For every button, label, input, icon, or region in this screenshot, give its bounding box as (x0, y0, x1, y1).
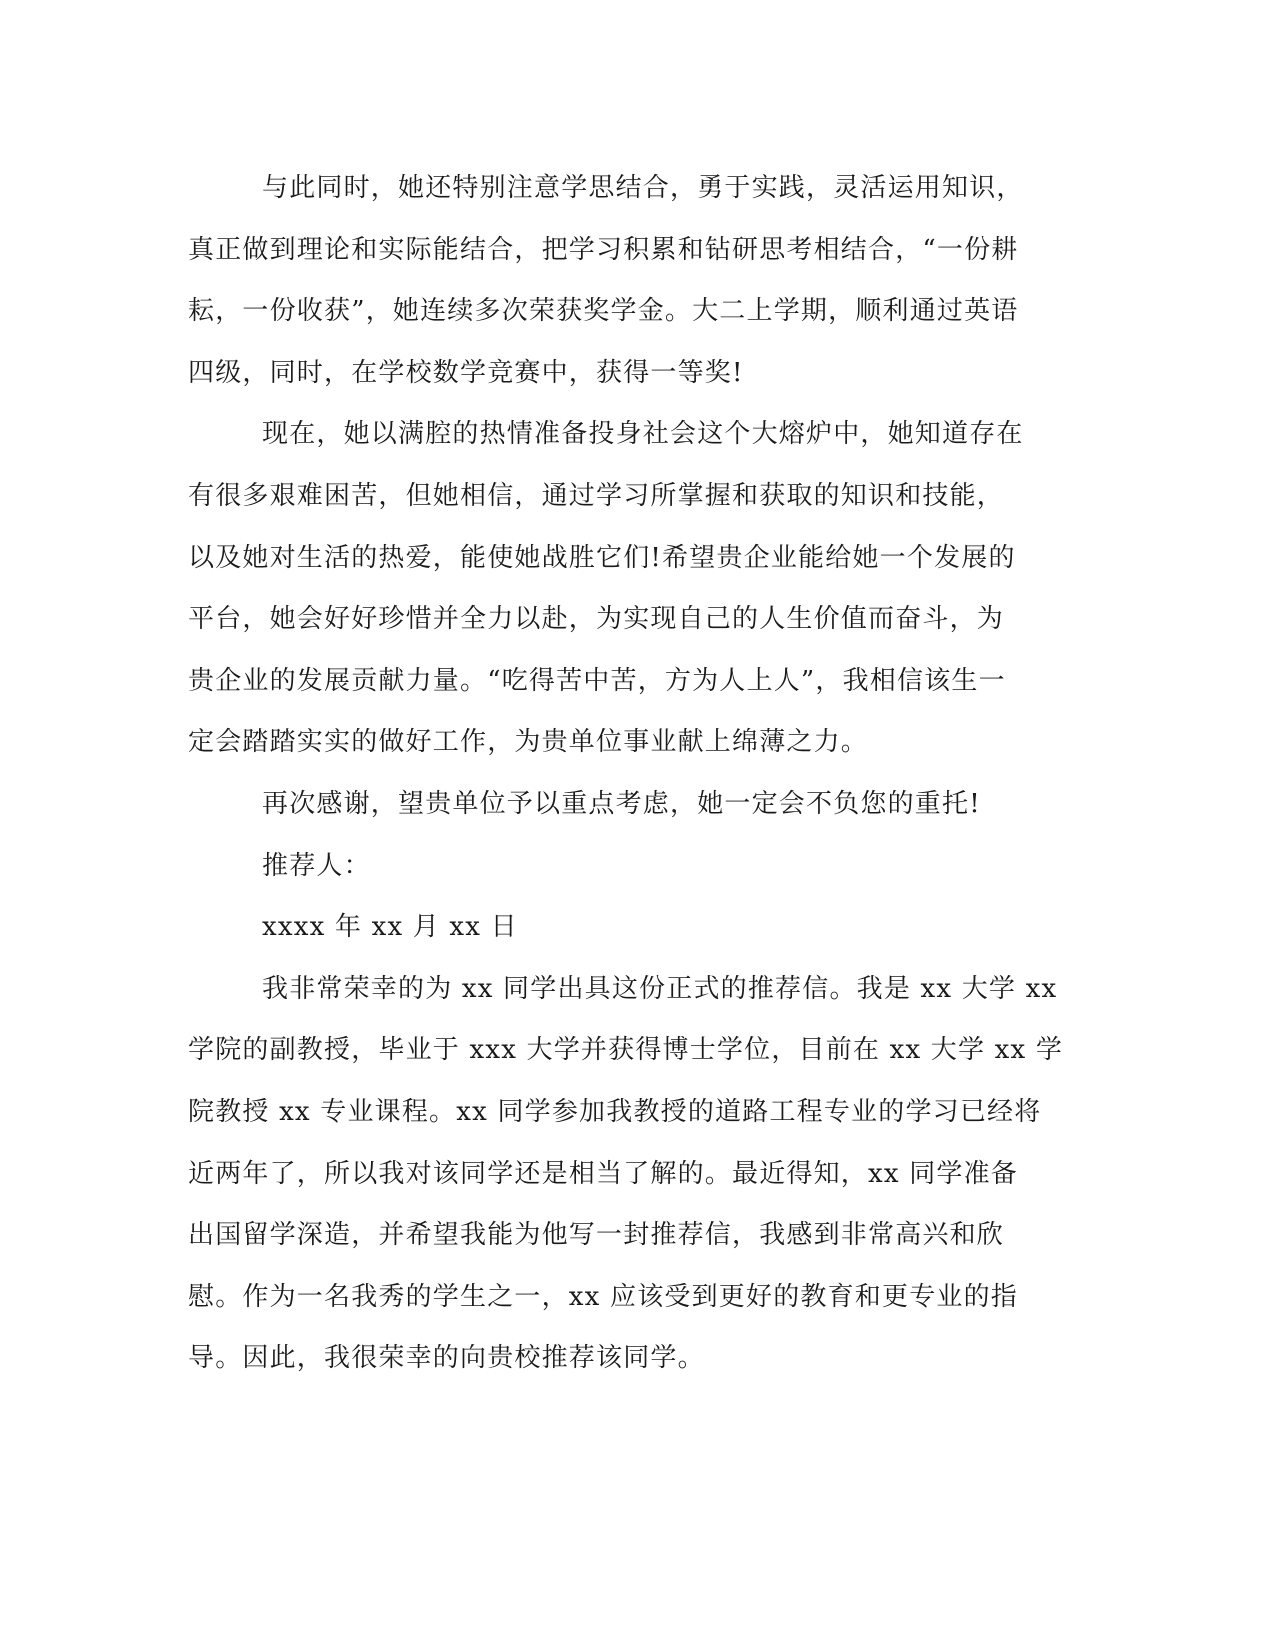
recommender-label (188, 836, 1088, 898)
text-line: 学院的副教授，毕业于 xxx 大学并获得博士学位，目前在 xx 大学 xx 学 (188, 1035, 1064, 1066)
text-line: 出国留学深造，并希望我能为他写一封推荐信，我感到非常高兴和欣 (188, 1220, 1005, 1251)
text-line: 推荐人： (262, 850, 371, 881)
text-line: xxxx 年 xx 月 xx 日 (262, 912, 518, 943)
text-line: 再次感谢，望贵单位予以重点考虑，她一定会不负您的重托! (262, 788, 981, 819)
document-body (188, 158, 1088, 1390)
text-line: 慰。作为一名我秀的学生之一，xx 应该受到更好的教育和更专业的指 (188, 1281, 1018, 1312)
text-line: 院教授 xx 专业课程。xx 同学参加我教授的道路工程专业的学习已经将 (188, 1096, 1042, 1127)
date-line (188, 897, 1088, 959)
text-line: 我非常荣幸的为 xx 同学出具这份正式的推荐信。我是 xx 大学 xx (262, 973, 1058, 1004)
text-line: 四级，同时，在学校数学竞赛中，获得一等奖! (188, 357, 744, 388)
paragraph (188, 774, 1088, 836)
text-line: 贵企业的发展贡献力量。“吃得苦中苦，方为人上人”，我相信该生一 (188, 665, 1006, 696)
text-line: 定会踏踏实实的做好工作，为贵单位事业献上绵薄之力。 (188, 727, 869, 758)
paragraph (188, 404, 1088, 774)
text-line: 平台，她会好好珍惜并全力以赴，为实现自己的人生价值而奋斗，为 (188, 604, 1005, 635)
text-line: 近两年了，所以我对该同学还是相当了解的。最近得知，xx 同学准备 (188, 1158, 1018, 1189)
paragraph (188, 158, 1088, 404)
text-line: 以及她对生活的热爱，能使她战胜它们!希望贵企业能给她一个发展的 (188, 542, 1016, 573)
text-line: 与此同时，她还特别注意学思结合，勇于实践，灵活运用知识， (262, 173, 1024, 203)
text-line: 导。因此，我很荣幸的向贵校推荐该同学。 (188, 1343, 705, 1374)
text-line: 耘，一份收获”，她连续多次荣获奖学金。大二上学期，顺利通过英语 (188, 296, 1019, 327)
paragraph (188, 959, 1088, 1390)
text-line: 现在，她以满腔的热情准备投身社会这个大熔炉中，她知道存在 (262, 419, 1024, 450)
text-line: 有很多艰难困苦，但她相信，通过学习所掌握和获取的知识和技能， (188, 480, 1005, 511)
text-line: 真正做到理论和实际能结合，把学习积累和钻研思考相结合，“一份耕 (188, 234, 1019, 265)
